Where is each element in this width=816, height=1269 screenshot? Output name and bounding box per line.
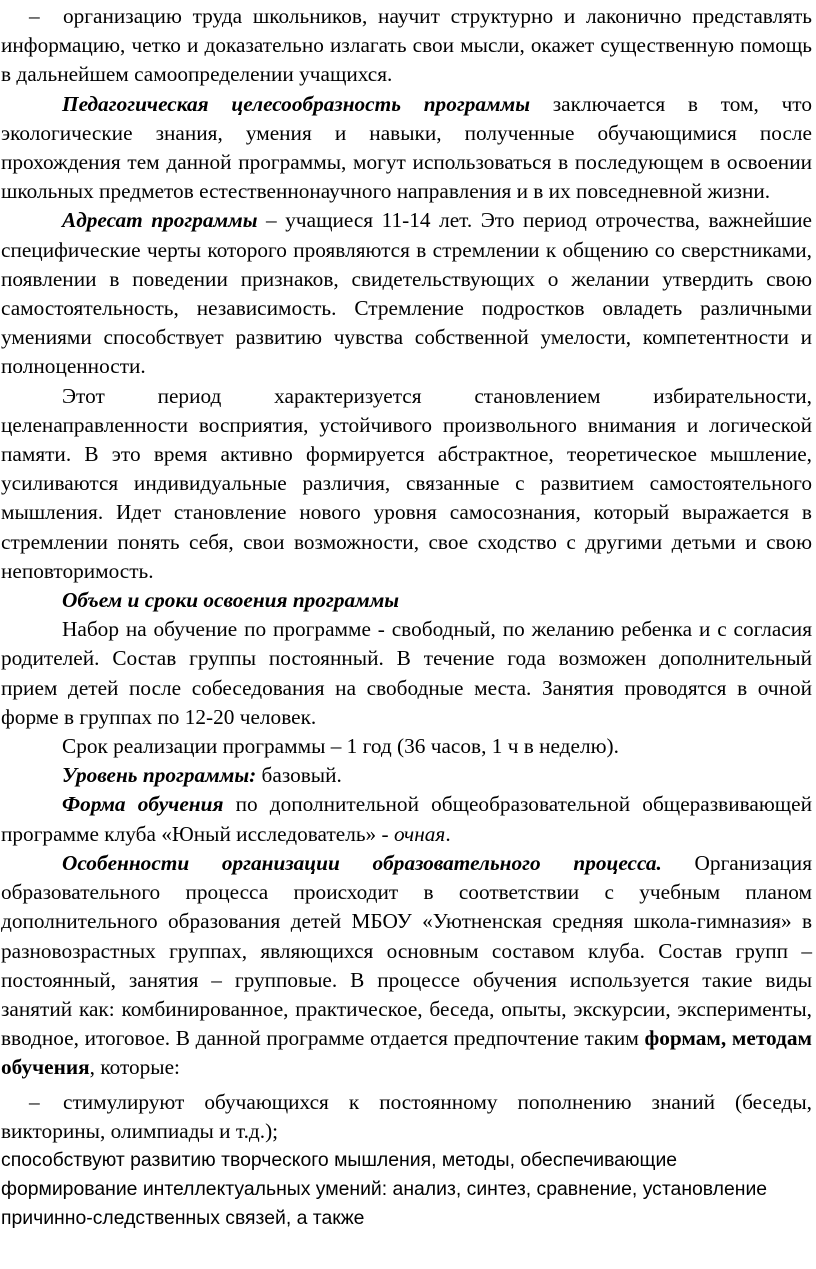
paragraph-enrollment (1, 615, 812, 732)
dash-bullet: – (29, 1089, 40, 1114)
heading-volume-and-terms (1, 586, 812, 615)
paragraph-program-addressee (1, 206, 812, 381)
term-program-addressee: Адресат программы (62, 208, 258, 233)
paragraph-implementation-term (1, 732, 812, 761)
list-item-stimulate-text: стимулируют обучающихся к постоянному пополнению знаний (беседы, викторины, олимпиады и т.д.); (1, 1089, 812, 1143)
paragraph-9-end: . (445, 821, 451, 846)
term-process-features: Особенности организации образовательного процесса. (62, 850, 662, 875)
paragraph-12-text: способствуют развитию творческого мышления, методы, обеспечивающие формирование интеллектуальных умений: анализ, синтез, сравнение, установление причинно-следственных связей, а также (1, 1148, 768, 1230)
paragraph-process-features (1, 849, 812, 1083)
term-forms-methods: формам, методам обучения (1, 1026, 812, 1080)
paragraph-pedagogical-expediency (1, 90, 812, 207)
paragraph-2-text: заключается в том, что экологические знания, умения и навыки, полученные обучающимися после прохождения тем данной программы, могут использоваться в последующем в освоении школьных предметов естественнонаучного направления и в их повседневной жизни. (1, 91, 812, 204)
paragraph-1-text: организацию труда школьников, научит структурно и лаконично представлять информацию, четко и доказательно излагать свои мысли, окажет существенную помощь в дальнейшем самоопределении учащихся. (1, 4, 812, 87)
heading-volume-and-terms-text: Объем и сроки освоения программы (62, 588, 400, 613)
paragraph-10-text: Организация образовательного процесса происходит в соответствии с учебным планом дополнительного образования детей МБОУ «Уютненская средняя школа-гимназия» в разновозрастных группах, являющихся основным составом клуба. Состав групп – постоянный, занятия – групповые. В процессе обучения используется такие виды занятий как: комбинированное, практическое, беседа, опыты, экскурсии, эксперименты, вводное, итоговое. В данной программе отдается предпочтение таким (1, 850, 813, 1051)
paragraph-6-text: Набор на обучение по программе - свободный, по желанию ребенка и с согласия родителей. Состав группы постоянный. В течение года возможен дополнительный прием детей после собеседования на свободные места. Занятия проводятся в очной форме в группах по 12-20 человек. (1, 617, 812, 729)
form-of-study-value: очная (393, 821, 446, 846)
paragraph-form-of-study (1, 790, 812, 848)
paragraph-3-text: – учащиеся 11-14 лет. Это период отрочества, важнейшие специфические черты которого проявляются в стремлении к общению со сверстниками, появлении в поведении признаков, свидетельствующих о желании утвердить свою самостоятельность, независимость. Стремление подростков овладеть различными умениями способствует развитию чувства собственной умелости, компетентности и полноценности. (1, 208, 812, 379)
term-program-level: Уровень программы: (62, 763, 257, 788)
paragraph-creative-thinking (1, 1146, 812, 1234)
term-pedagogical-expediency: Педагогическая целесообразность программы (62, 91, 530, 116)
paragraph-9-text: по дополнительной общеобразовательной общеразвивающей программе клуба «Юный исследователь» - (1, 792, 812, 846)
dash-bullet: – (29, 4, 40, 28)
paragraph-10-end: , которые: (89, 1055, 180, 1080)
paragraph-period-characteristics (1, 382, 812, 586)
paragraph-4-text: Этот период характеризуется становлением избирательности, целенаправленности восприятия, устойчивого произвольного внимания и логической памяти. В это время активно формируется абстрактное, теоретическое мышление, усиливаются индивидуальные различия, связанные с развитием самостоятельного мышления. Идет становление нового уровня самосознания, который выражается в стремлении понять себя, свои возможности, свое сходство с другими детьми и свою неповторимость. (1, 383, 812, 583)
paragraph-7-text: Срок реализации программы – 1 год (36 часов, 1 ч в неделю). (62, 734, 619, 759)
term-form-of-study: Форма обучения (62, 792, 224, 817)
paragraph-8-text: базовый. (256, 763, 342, 788)
paragraph-1 (1, 2, 812, 90)
paragraph-program-level (1, 761, 812, 790)
list-item-stimulate (1, 1088, 812, 1146)
